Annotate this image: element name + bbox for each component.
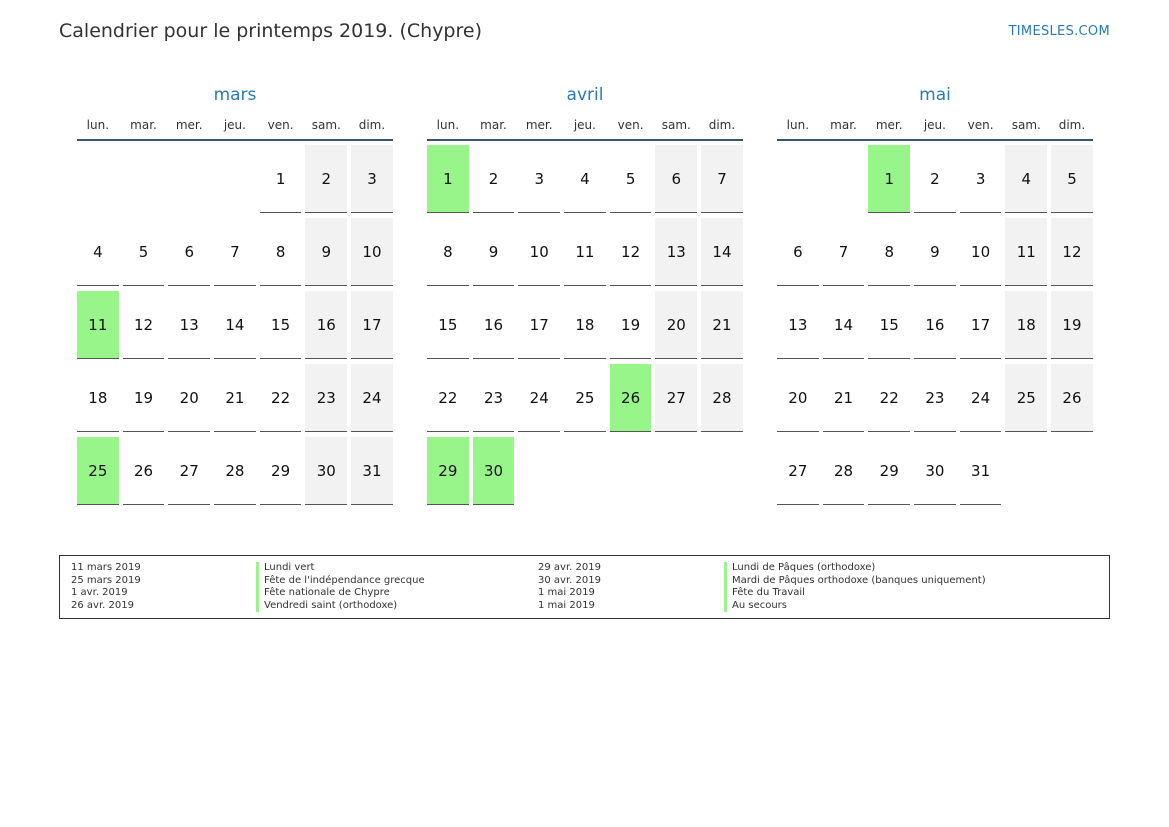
day-cell: 6	[655, 145, 697, 213]
legend-right-dates	[538, 562, 601, 612]
day-cell: 27	[777, 437, 819, 505]
legend-holiday-name: Fête nationale de Chypre	[256, 587, 425, 600]
day-cell: 2	[305, 145, 347, 213]
legend-date: 26 avr. 2019	[71, 599, 134, 611]
day-cell: 13	[168, 291, 210, 359]
day-cell: 20	[655, 291, 697, 359]
day-cell: 16	[914, 291, 956, 359]
day-cell: 13	[655, 218, 697, 286]
day-cell: 9	[914, 218, 956, 286]
day-cell: 5	[610, 145, 652, 213]
weekday-label: dim.	[358, 117, 386, 132]
day-cell: 18	[1005, 291, 1047, 359]
brand-link[interactable]: TIMESLES.COM	[1008, 24, 1110, 39]
legend-date: 1 mai 2019	[538, 587, 595, 598]
day-grid	[777, 145, 1093, 505]
day-cell: 11	[1005, 218, 1047, 286]
day-cell: 3	[518, 145, 560, 213]
legend-left-names	[256, 562, 425, 612]
day-cell: 9	[473, 218, 515, 286]
legend-holiday-name: Lundi vert	[256, 562, 425, 575]
day-cell: 17	[351, 291, 393, 359]
day-cell: 24	[518, 364, 560, 432]
day-cell: 31	[960, 437, 1002, 505]
day-cell: 19	[1051, 291, 1093, 359]
legend-date: 29 avr. 2019	[538, 562, 601, 573]
day-cell: 3	[351, 145, 393, 213]
weekday-label: ven.	[267, 117, 294, 132]
legend-holiday-name: Vendredi saint (orthodoxe)	[256, 600, 425, 613]
weekday-label: sam.	[1011, 117, 1041, 132]
legend-holiday-name: Mardi de Pâques orthodoxe (banques uniquement)	[724, 575, 986, 588]
day-cell: 10	[960, 218, 1002, 286]
day-cell: 22	[868, 364, 910, 432]
day-cell: 6	[777, 218, 819, 286]
day-cell: 10	[351, 218, 393, 286]
weekday-label: dim.	[708, 117, 736, 132]
weekday-label: lun.	[436, 117, 460, 132]
day-cell-holiday: 1	[868, 145, 910, 213]
weekday-label: mer.	[875, 117, 903, 132]
day-cell: 14	[701, 218, 743, 286]
day-cell: 25	[564, 364, 606, 432]
day-cell: 23	[305, 364, 347, 432]
weekday-header	[777, 112, 1093, 141]
day-cell: 15	[427, 291, 469, 359]
day-cell: 4	[564, 145, 606, 213]
day-cell: 9	[305, 218, 347, 286]
day-cell: 25	[1005, 364, 1047, 432]
day-cell: 8	[427, 218, 469, 286]
day-cell: 17	[960, 291, 1002, 359]
day-cell: 28	[823, 437, 865, 505]
day-cell-holiday: 29	[427, 437, 469, 505]
day-cell: 30	[305, 437, 347, 505]
day-cell-holiday: 30	[473, 437, 515, 505]
legend-date: 1 avr. 2019	[71, 587, 128, 598]
day-cell: 12	[610, 218, 652, 286]
day-cell: 19	[610, 291, 652, 359]
day-cell: 4	[1005, 145, 1047, 213]
day-cell: 19	[123, 364, 165, 432]
day-cell: 11	[564, 218, 606, 286]
day-cell: 31	[351, 437, 393, 505]
month-name: mai	[919, 85, 951, 105]
day-cell: 15	[868, 291, 910, 359]
holiday-legend	[59, 555, 1110, 619]
day-cell-holiday: 1	[427, 145, 469, 213]
day-cell: 8	[868, 218, 910, 286]
day-cell: 21	[823, 364, 865, 432]
day-grid	[77, 145, 393, 505]
weekday-label: dim.	[1058, 117, 1086, 132]
day-cell: 7	[823, 218, 865, 286]
day-cell: 16	[305, 291, 347, 359]
legend-holiday-name: Fête du Travail	[724, 587, 986, 600]
weekday-label: lun.	[86, 117, 110, 132]
day-cell: 22	[427, 364, 469, 432]
day-cell: 14	[214, 291, 256, 359]
day-cell: 14	[823, 291, 865, 359]
weekday-label: mer.	[175, 117, 203, 132]
legend-right-names	[724, 562, 986, 612]
weekday-label: mar.	[830, 117, 857, 132]
day-cell: 2	[914, 145, 956, 213]
day-cell: 3	[960, 145, 1002, 213]
day-cell: 16	[473, 291, 515, 359]
day-cell: 2	[473, 145, 515, 213]
weekday-label: jeu.	[573, 117, 596, 132]
day-cell-holiday: 26	[610, 364, 652, 432]
day-cell: 7	[701, 145, 743, 213]
weekday-label: mar.	[480, 117, 507, 132]
day-grid	[427, 145, 743, 505]
day-cell: 20	[777, 364, 819, 432]
day-cell: 4	[77, 218, 119, 286]
day-cell: 28	[701, 364, 743, 432]
day-cell: 20	[168, 364, 210, 432]
day-cell: 10	[518, 218, 560, 286]
day-cell: 5	[1051, 145, 1093, 213]
legend-holiday-name: Lundi de Pâques (orthodoxe)	[724, 562, 986, 575]
legend-date: 25 mars 2019	[71, 574, 141, 586]
weekday-header	[77, 112, 393, 141]
day-cell: 27	[168, 437, 210, 505]
day-cell: 6	[168, 218, 210, 286]
day-cell: 12	[1051, 218, 1093, 286]
day-cell-holiday: 25	[77, 437, 119, 505]
weekday-header	[427, 112, 743, 141]
empty-cell	[168, 145, 210, 213]
day-cell: 24	[351, 364, 393, 432]
month-name: avril	[566, 85, 604, 105]
day-cell: 17	[518, 291, 560, 359]
weekday-label: mer.	[525, 117, 553, 132]
day-cell: 29	[868, 437, 910, 505]
month-mars	[77, 82, 393, 505]
weekday-label: ven.	[967, 117, 994, 132]
legend-holiday-name: Fête de l'indépendance grecque	[256, 575, 425, 588]
day-cell: 30	[914, 437, 956, 505]
day-cell: 15	[260, 291, 302, 359]
legend-holiday-name: Au secours	[724, 600, 986, 613]
empty-cell	[77, 145, 119, 213]
weekday-label: sam.	[661, 117, 691, 132]
weekday-label: mar.	[130, 117, 157, 132]
weekday-label: jeu.	[923, 117, 946, 132]
legend-date: 11 mars 2019	[71, 562, 141, 573]
day-cell-holiday: 11	[77, 291, 119, 359]
day-cell: 23	[914, 364, 956, 432]
day-cell: 13	[777, 291, 819, 359]
day-cell: 28	[214, 437, 256, 505]
empty-cell	[777, 145, 819, 213]
day-cell: 26	[123, 437, 165, 505]
empty-cell	[123, 145, 165, 213]
day-cell: 27	[655, 364, 697, 432]
month-mai	[777, 82, 1093, 505]
day-cell: 8	[260, 218, 302, 286]
legend-left-dates	[71, 562, 141, 612]
legend-date: 1 mai 2019	[538, 599, 595, 611]
day-cell: 12	[123, 291, 165, 359]
day-cell: 22	[260, 364, 302, 432]
month-name: mars	[213, 85, 257, 105]
day-cell: 18	[77, 364, 119, 432]
weekday-label: lun.	[786, 117, 810, 132]
day-cell: 21	[701, 291, 743, 359]
day-cell: 26	[1051, 364, 1093, 432]
weekday-label: sam.	[311, 117, 341, 132]
day-cell: 7	[214, 218, 256, 286]
month-avril	[427, 82, 743, 505]
empty-cell	[214, 145, 256, 213]
day-cell: 21	[214, 364, 256, 432]
day-cell: 29	[260, 437, 302, 505]
day-cell: 23	[473, 364, 515, 432]
page-title: Calendrier pour le printemps 2019. (Chypre)	[59, 20, 482, 42]
day-cell: 5	[123, 218, 165, 286]
day-cell: 1	[260, 145, 302, 213]
empty-cell	[823, 145, 865, 213]
legend-date: 30 avr. 2019	[538, 574, 601, 586]
day-cell: 24	[960, 364, 1002, 432]
weekday-label: jeu.	[223, 117, 246, 132]
day-cell: 18	[564, 291, 606, 359]
weekday-label: ven.	[617, 117, 644, 132]
